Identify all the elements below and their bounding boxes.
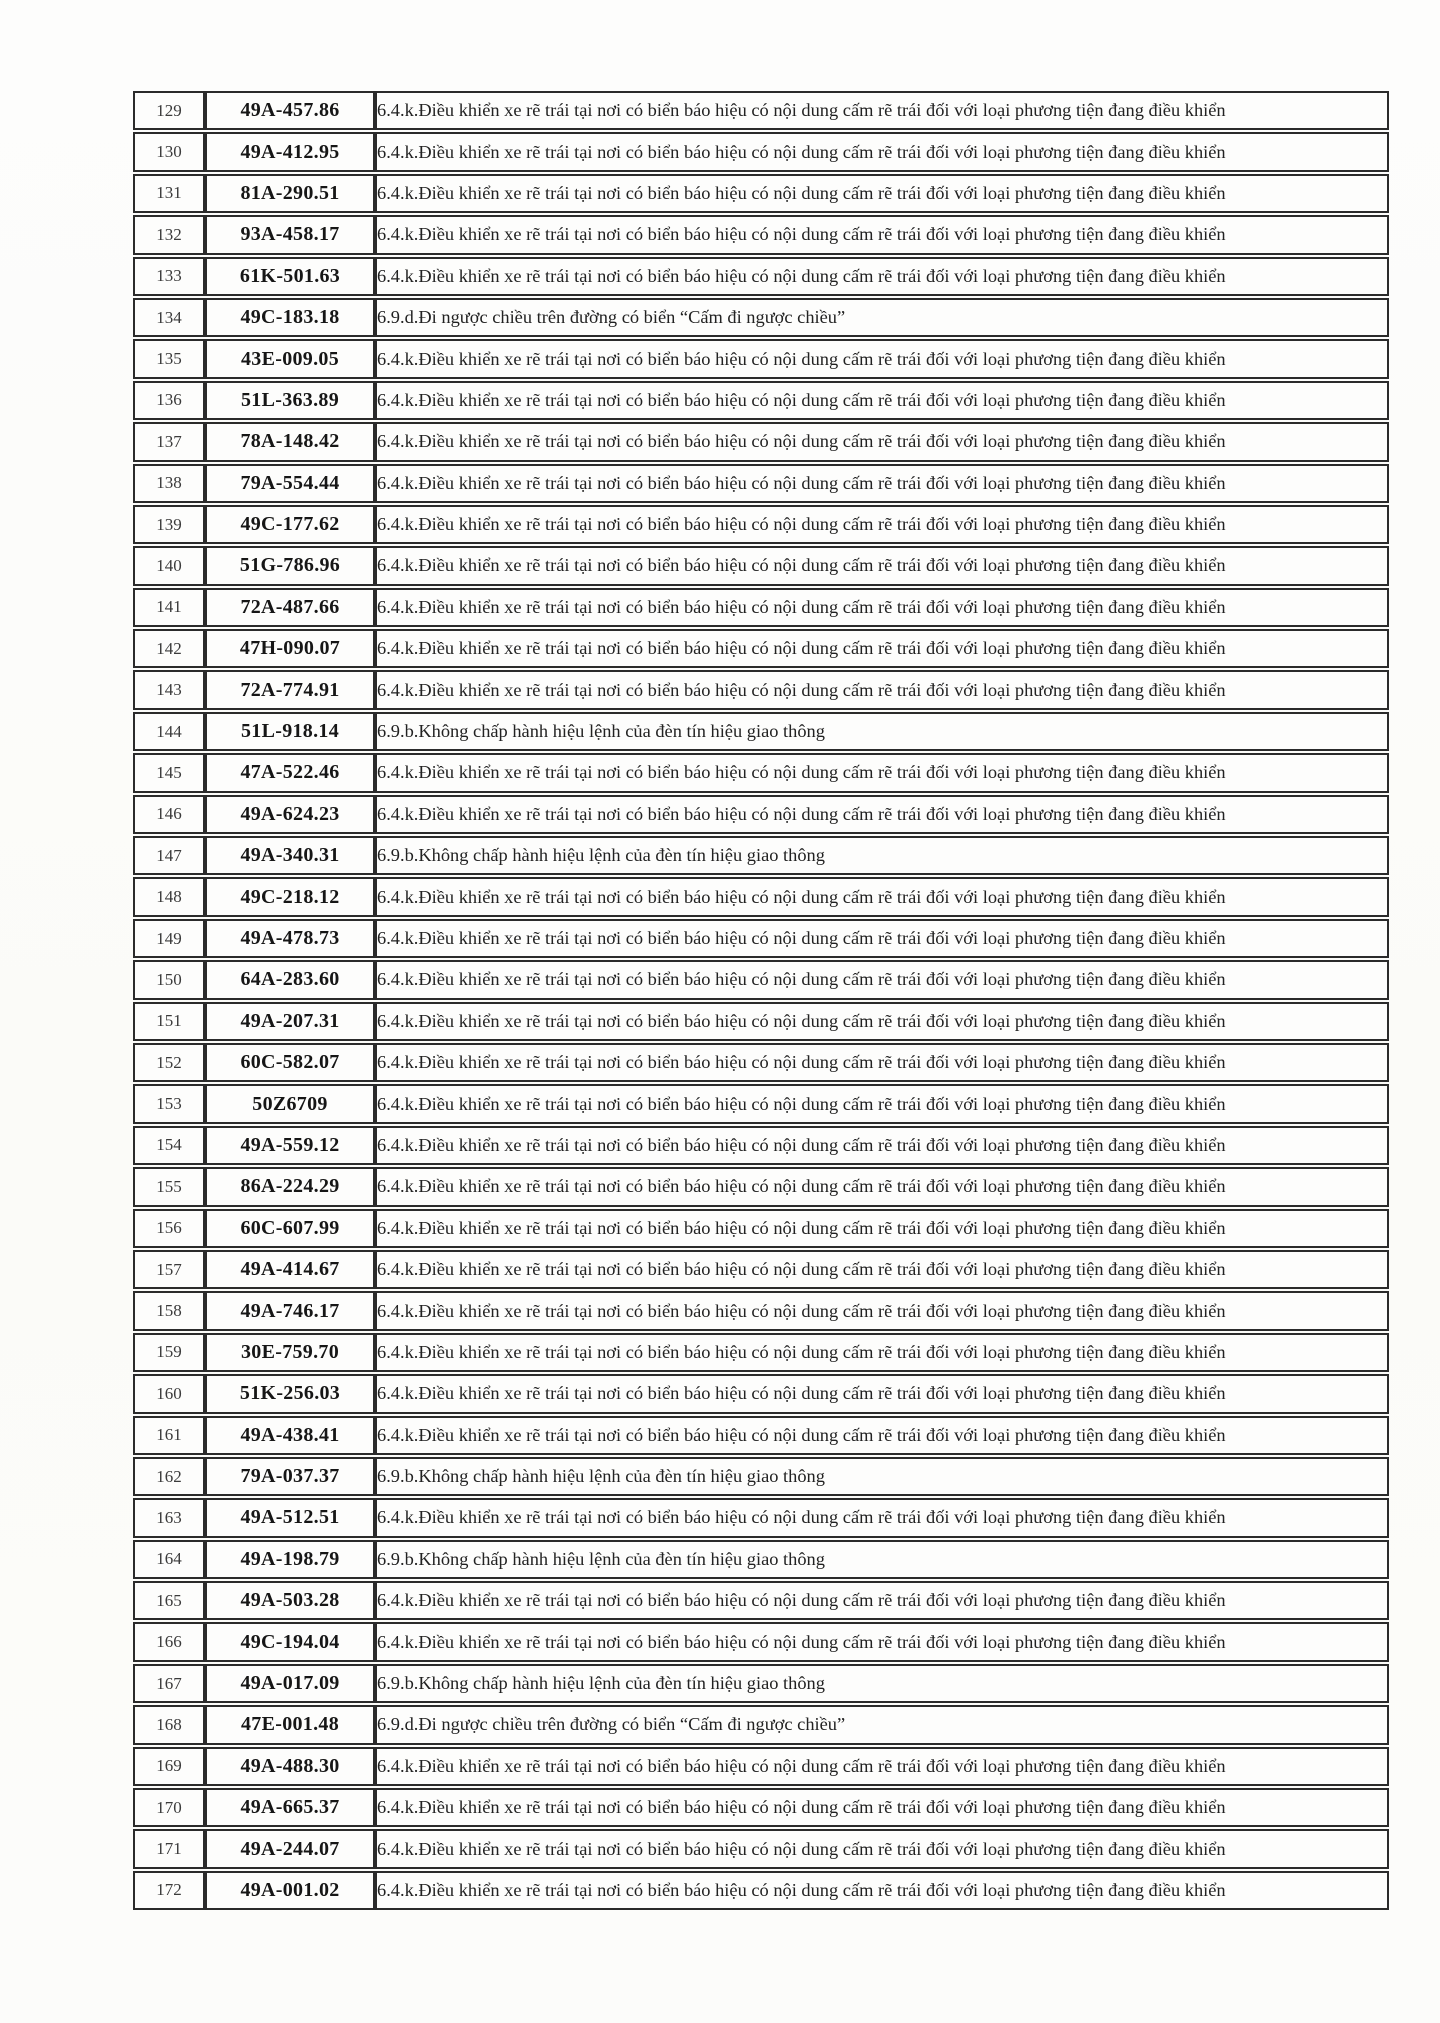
table-row (133, 1871, 1389, 1910)
row-number-cell: 138 (133, 464, 205, 503)
row-number-cell: 148 (133, 877, 205, 916)
row-number-cell: 164 (133, 1540, 205, 1579)
table-row (133, 1250, 1389, 1289)
violation-text-cell: 6.4.k.Điều khiển xe rẽ trái tại nơi có biển báo hiệu có nội dung cấm rẽ trái đối với loại phương tiện đang điều khiển (375, 795, 1389, 834)
row-number-cell: 169 (133, 1747, 205, 1786)
row-number-cell: 165 (133, 1581, 205, 1620)
plate-number-cell: 79A-554.44 (205, 464, 375, 503)
row-number-cell: 162 (133, 1457, 205, 1496)
table-row (133, 670, 1389, 709)
table-row (133, 919, 1389, 958)
table-row (133, 1622, 1389, 1661)
violation-text-cell: 6.4.k.Điều khiển xe rẽ trái tại nơi có biển báo hiệu có nội dung cấm rẽ trái đối với loại phương tiện đang điều khiển (375, 132, 1389, 171)
violation-text-cell: 6.4.k.Điều khiển xe rẽ trái tại nơi có biển báo hiệu có nội dung cấm rẽ trái đối với loại phương tiện đang điều khiển (375, 505, 1389, 544)
violation-text-cell: 6.4.k.Điều khiển xe rẽ trái tại nơi có biển báo hiệu có nội dung cấm rẽ trái đối với loại phương tiện đang điều khiển (375, 1291, 1389, 1330)
violation-text-cell: 6.4.k.Điều khiển xe rẽ trái tại nơi có biển báo hiệu có nội dung cấm rẽ trái đối với loại phương tiện đang điều khiển (375, 257, 1389, 296)
violation-text-cell: 6.4.k.Điều khiển xe rẽ trái tại nơi có biển báo hiệu có nội dung cấm rẽ trái đối với loại phương tiện đang điều khiển (375, 1581, 1389, 1620)
plate-number-cell: 43E-009.05 (205, 339, 375, 378)
row-number-cell: 160 (133, 1374, 205, 1413)
violation-text-cell: 6.4.k.Điều khiển xe rẽ trái tại nơi có biển báo hiệu có nội dung cấm rẽ trái đối với loại phương tiện đang điều khiển (375, 1829, 1389, 1868)
row-number-cell: 151 (133, 1002, 205, 1041)
plate-number-cell: 86A-224.29 (205, 1167, 375, 1206)
violation-text-cell: 6.4.k.Điều khiển xe rẽ trái tại nơi có biển báo hiệu có nội dung cấm rẽ trái đối với loại phương tiện đang điều khiển (375, 215, 1389, 254)
plate-number-cell: 49A-414.67 (205, 1250, 375, 1289)
table-row (133, 1829, 1389, 1868)
violation-text-cell: 6.9.d.Đi ngược chiều trên đường có biển “Cấm đi ngược chiều” (375, 1705, 1389, 1744)
violation-text-cell: 6.4.k.Điều khiển xe rẽ trái tại nơi có biển báo hiệu có nội dung cấm rẽ trái đối với loại phương tiện đang điều khiển (375, 1747, 1389, 1786)
table-row (133, 1788, 1389, 1827)
violation-text-cell: 6.4.k.Điều khiển xe rẽ trái tại nơi có biển báo hiệu có nội dung cấm rẽ trái đối với loại phương tiện đang điều khiển (375, 422, 1389, 461)
plate-number-cell: 49A-624.23 (205, 795, 375, 834)
violation-text-cell: 6.4.k.Điều khiển xe rẽ trái tại nơi có biển báo hiệu có nội dung cấm rẽ trái đối với loại phương tiện đang điều khiển (375, 1374, 1389, 1413)
plate-number-cell: 60C-582.07 (205, 1043, 375, 1082)
violation-text-cell: 6.9.b.Không chấp hành hiệu lệnh của đèn tín hiệu giao thông (375, 1540, 1389, 1579)
plate-number-cell: 49A-017.09 (205, 1664, 375, 1703)
plate-number-cell: 72A-487.66 (205, 588, 375, 627)
row-number-cell: 134 (133, 298, 205, 337)
violation-text-cell: 6.9.b.Không chấp hành hiệu lệnh của đèn tín hiệu giao thông (375, 1664, 1389, 1703)
violation-text-cell: 6.4.k.Điều khiển xe rẽ trái tại nơi có biển báo hiệu có nội dung cấm rẽ trái đối với loại phương tiện đang điều khiển (375, 960, 1389, 999)
plate-number-cell: 49A-198.79 (205, 1540, 375, 1579)
table-row (133, 174, 1389, 213)
row-number-cell: 143 (133, 670, 205, 709)
table-row (133, 1209, 1389, 1248)
plate-number-cell: 49A-244.07 (205, 1829, 375, 1868)
plate-number-cell: 64A-283.60 (205, 960, 375, 999)
violation-text-cell: 6.4.k.Điều khiển xe rẽ trái tại nơi có biển báo hiệu có nội dung cấm rẽ trái đối với loại phương tiện đang điều khiển (375, 753, 1389, 792)
plate-number-cell: 78A-148.42 (205, 422, 375, 461)
row-number-cell: 129 (133, 91, 205, 130)
row-number-cell: 163 (133, 1498, 205, 1537)
table-row (133, 1457, 1389, 1496)
table-row (133, 1374, 1389, 1413)
plate-number-cell: 49A-503.28 (205, 1581, 375, 1620)
row-number-cell: 147 (133, 836, 205, 875)
violation-text-cell: 6.4.k.Điều khiển xe rẽ trái tại nơi có biển báo hiệu có nội dung cấm rẽ trái đối với loại phương tiện đang điều khiển (375, 1871, 1389, 1910)
row-number-cell: 158 (133, 1291, 205, 1330)
plate-number-cell: 49A-412.95 (205, 132, 375, 171)
violation-text-cell: 6.9.b.Không chấp hành hiệu lệnh của đèn tín hiệu giao thông (375, 836, 1389, 875)
violation-text-cell: 6.4.k.Điều khiển xe rẽ trái tại nơi có biển báo hiệu có nội dung cấm rẽ trái đối với loại phương tiện đang điều khiển (375, 1084, 1389, 1123)
violation-text-cell: 6.4.k.Điều khiển xe rẽ trái tại nơi có biển báo hiệu có nội dung cấm rẽ trái đối với loại phương tiện đang điều khiển (375, 1498, 1389, 1537)
violation-text-cell: 6.4.k.Điều khiển xe rẽ trái tại nơi có biển báo hiệu có nội dung cấm rẽ trái đối với loại phương tiện đang điều khiển (375, 174, 1389, 213)
row-number-cell: 152 (133, 1043, 205, 1082)
plate-number-cell: 51G-786.96 (205, 546, 375, 585)
plate-number-cell: 49A-512.51 (205, 1498, 375, 1537)
row-number-cell: 145 (133, 753, 205, 792)
table-row (133, 1043, 1389, 1082)
table-row (133, 795, 1389, 834)
row-number-cell: 142 (133, 629, 205, 668)
plate-number-cell: 47H-090.07 (205, 629, 375, 668)
plate-number-cell: 60C-607.99 (205, 1209, 375, 1248)
row-number-cell: 137 (133, 422, 205, 461)
row-number-cell: 149 (133, 919, 205, 958)
table-row (133, 215, 1389, 254)
plate-number-cell: 49A-665.37 (205, 1788, 375, 1827)
row-number-cell: 144 (133, 712, 205, 751)
row-number-cell: 168 (133, 1705, 205, 1744)
violation-text-cell: 6.4.k.Điều khiển xe rẽ trái tại nơi có biển báo hiệu có nội dung cấm rẽ trái đối với loại phương tiện đang điều khiển (375, 1622, 1389, 1661)
table-row (133, 753, 1389, 792)
plate-number-cell: 79A-037.37 (205, 1457, 375, 1496)
row-number-cell: 133 (133, 257, 205, 296)
table-row (133, 505, 1389, 544)
violations-table-body (133, 91, 1389, 1910)
plate-number-cell: 30E-759.70 (205, 1333, 375, 1372)
row-number-cell: 130 (133, 132, 205, 171)
plate-number-cell: 81A-290.51 (205, 174, 375, 213)
plate-number-cell: 49A-207.31 (205, 1002, 375, 1041)
plate-number-cell: 72A-774.91 (205, 670, 375, 709)
plate-number-cell: 93A-458.17 (205, 215, 375, 254)
row-number-cell: 139 (133, 505, 205, 544)
violation-text-cell: 6.4.k.Điều khiển xe rẽ trái tại nơi có biển báo hiệu có nội dung cấm rẽ trái đối với loại phương tiện đang điều khiển (375, 1126, 1389, 1165)
table-row (133, 339, 1389, 378)
violation-text-cell: 6.4.k.Điều khiển xe rẽ trái tại nơi có biển báo hiệu có nội dung cấm rẽ trái đối với loại phương tiện đang điều khiển (375, 1167, 1389, 1206)
table-row (133, 298, 1389, 337)
row-number-cell: 170 (133, 1788, 205, 1827)
table-row (133, 1540, 1389, 1579)
plate-number-cell: 49A-001.02 (205, 1871, 375, 1910)
row-number-cell: 140 (133, 546, 205, 585)
violation-text-cell: 6.9.b.Không chấp hành hiệu lệnh của đèn tín hiệu giao thông (375, 1457, 1389, 1496)
violation-text-cell: 6.9.b.Không chấp hành hiệu lệnh của đèn tín hiệu giao thông (375, 712, 1389, 751)
plate-number-cell: 49C-183.18 (205, 298, 375, 337)
row-number-cell: 166 (133, 1622, 205, 1661)
plate-number-cell: 49A-478.73 (205, 919, 375, 958)
row-number-cell: 150 (133, 960, 205, 999)
row-number-cell: 132 (133, 215, 205, 254)
table-row (133, 422, 1389, 461)
violation-text-cell: 6.4.k.Điều khiển xe rẽ trái tại nơi có biển báo hiệu có nội dung cấm rẽ trái đối với loại phương tiện đang điều khiển (375, 629, 1389, 668)
row-number-cell: 171 (133, 1829, 205, 1868)
table-row (133, 1705, 1389, 1744)
row-number-cell: 154 (133, 1126, 205, 1165)
row-number-cell: 172 (133, 1871, 205, 1910)
table-row (133, 836, 1389, 875)
violation-text-cell: 6.4.k.Điều khiển xe rẽ trái tại nơi có biển báo hiệu có nội dung cấm rẽ trái đối với loại phương tiện đang điều khiển (375, 877, 1389, 916)
violation-text-cell: 6.4.k.Điều khiển xe rẽ trái tại nơi có biển báo hiệu có nội dung cấm rẽ trái đối với loại phương tiện đang điều khiển (375, 1043, 1389, 1082)
plate-number-cell: 51K-256.03 (205, 1374, 375, 1413)
table-row (133, 1416, 1389, 1455)
table-row (133, 1291, 1389, 1330)
table-row (133, 257, 1389, 296)
violations-table (133, 89, 1389, 1912)
table-row (133, 588, 1389, 627)
table-row (133, 960, 1389, 999)
row-number-cell: 136 (133, 381, 205, 420)
row-number-cell: 153 (133, 1084, 205, 1123)
plate-number-cell: 49C-218.12 (205, 877, 375, 916)
row-number-cell: 146 (133, 795, 205, 834)
table-row (133, 1126, 1389, 1165)
plate-number-cell: 49A-488.30 (205, 1747, 375, 1786)
table-row (133, 546, 1389, 585)
row-number-cell: 167 (133, 1664, 205, 1703)
table-row (133, 629, 1389, 668)
row-number-cell: 159 (133, 1333, 205, 1372)
row-number-cell: 141 (133, 588, 205, 627)
violation-text-cell: 6.4.k.Điều khiển xe rẽ trái tại nơi có biển báo hiệu có nội dung cấm rẽ trái đối với loại phương tiện đang điều khiển (375, 339, 1389, 378)
plate-number-cell: 49A-438.41 (205, 1416, 375, 1455)
violation-text-cell: 6.4.k.Điều khiển xe rẽ trái tại nơi có biển báo hiệu có nội dung cấm rẽ trái đối với loại phương tiện đang điều khiển (375, 546, 1389, 585)
plate-number-cell: 51L-363.89 (205, 381, 375, 420)
violation-text-cell: 6.4.k.Điều khiển xe rẽ trái tại nơi có biển báo hiệu có nội dung cấm rẽ trái đối với loại phương tiện đang điều khiển (375, 381, 1389, 420)
plate-number-cell: 51L-918.14 (205, 712, 375, 751)
table-row (133, 1002, 1389, 1041)
table-row (133, 1333, 1389, 1372)
plate-number-cell: 49A-559.12 (205, 1126, 375, 1165)
table-row (133, 877, 1389, 916)
violation-text-cell: 6.4.k.Điều khiển xe rẽ trái tại nơi có biển báo hiệu có nội dung cấm rẽ trái đối với loại phương tiện đang điều khiển (375, 588, 1389, 627)
row-number-cell: 131 (133, 174, 205, 213)
violation-text-cell: 6.4.k.Điều khiển xe rẽ trái tại nơi có biển báo hiệu có nội dung cấm rẽ trái đối với loại phương tiện đang điều khiển (375, 1416, 1389, 1455)
table-row (133, 91, 1389, 130)
table-row (133, 1084, 1389, 1123)
table-row (133, 1664, 1389, 1703)
table-row (133, 1498, 1389, 1537)
violation-text-cell: 6.4.k.Điều khiển xe rẽ trái tại nơi có biển báo hiệu có nội dung cấm rẽ trái đối với loại phương tiện đang điều khiển (375, 1333, 1389, 1372)
table-row (133, 381, 1389, 420)
table-row (133, 712, 1389, 751)
violation-text-cell: 6.4.k.Điều khiển xe rẽ trái tại nơi có biển báo hiệu có nội dung cấm rẽ trái đối với loại phương tiện đang điều khiển (375, 919, 1389, 958)
plate-number-cell: 47A-522.46 (205, 753, 375, 792)
row-number-cell: 155 (133, 1167, 205, 1206)
violation-text-cell: 6.4.k.Điều khiển xe rẽ trái tại nơi có biển báo hiệu có nội dung cấm rẽ trái đối với loại phương tiện đang điều khiển (375, 464, 1389, 503)
plate-number-cell: 50Z6709 (205, 1084, 375, 1123)
violation-text-cell: 6.4.k.Điều khiển xe rẽ trái tại nơi có biển báo hiệu có nội dung cấm rẽ trái đối với loại phương tiện đang điều khiển (375, 91, 1389, 130)
table-row (133, 1747, 1389, 1786)
row-number-cell: 157 (133, 1250, 205, 1289)
plate-number-cell: 47E-001.48 (205, 1705, 375, 1744)
row-number-cell: 156 (133, 1209, 205, 1248)
table-row (133, 1581, 1389, 1620)
table-row (133, 464, 1389, 503)
violation-text-cell: 6.4.k.Điều khiển xe rẽ trái tại nơi có biển báo hiệu có nội dung cấm rẽ trái đối với loại phương tiện đang điều khiển (375, 670, 1389, 709)
plate-number-cell: 49A-340.31 (205, 836, 375, 875)
table-row (133, 132, 1389, 171)
violation-text-cell: 6.4.k.Điều khiển xe rẽ trái tại nơi có biển báo hiệu có nội dung cấm rẽ trái đối với loại phương tiện đang điều khiển (375, 1788, 1389, 1827)
table-row (133, 1167, 1389, 1206)
plate-number-cell: 49C-177.62 (205, 505, 375, 544)
violation-text-cell: 6.4.k.Điều khiển xe rẽ trái tại nơi có biển báo hiệu có nội dung cấm rẽ trái đối với loại phương tiện đang điều khiển (375, 1209, 1389, 1248)
plate-number-cell: 49A-746.17 (205, 1291, 375, 1330)
row-number-cell: 135 (133, 339, 205, 378)
violation-text-cell: 6.9.d.Đi ngược chiều trên đường có biển “Cấm đi ngược chiều” (375, 298, 1389, 337)
plate-number-cell: 61K-501.63 (205, 257, 375, 296)
violation-text-cell: 6.4.k.Điều khiển xe rẽ trái tại nơi có biển báo hiệu có nội dung cấm rẽ trái đối với loại phương tiện đang điều khiển (375, 1002, 1389, 1041)
plate-number-cell: 49A-457.86 (205, 91, 375, 130)
plate-number-cell: 49C-194.04 (205, 1622, 375, 1661)
row-number-cell: 161 (133, 1416, 205, 1455)
violation-text-cell: 6.4.k.Điều khiển xe rẽ trái tại nơi có biển báo hiệu có nội dung cấm rẽ trái đối với loại phương tiện đang điều khiển (375, 1250, 1389, 1289)
